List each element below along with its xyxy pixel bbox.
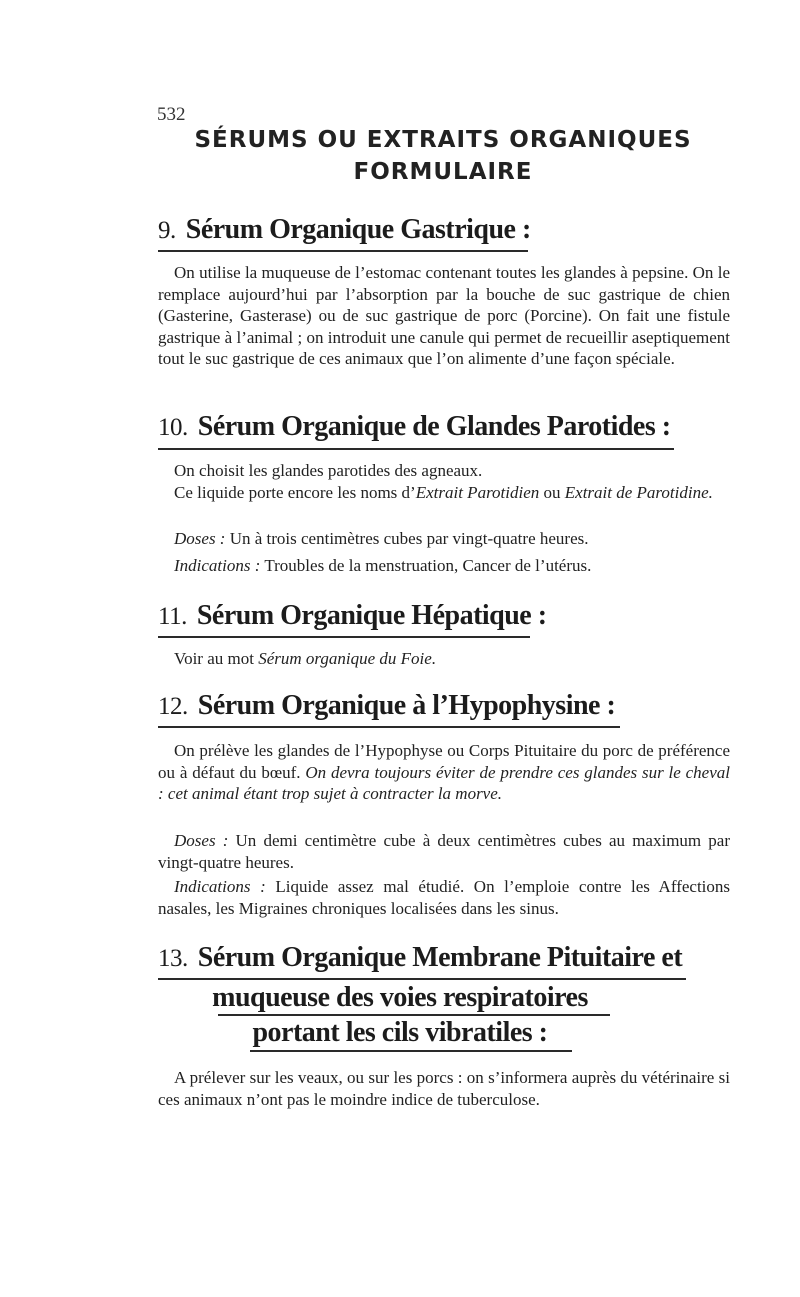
heading-underline	[218, 1014, 610, 1016]
text-run: ou	[539, 483, 565, 502]
doses-label: Doses :	[174, 529, 226, 548]
section-10-paragraph-2	[158, 482, 730, 504]
section-number: 12.	[158, 693, 188, 720]
doses-text: Un demi centimètre cube à deux centimètres cubes au maximum par vingt-quatre heures.	[158, 831, 730, 872]
indications-label: Indications :	[174, 877, 266, 896]
section-10-indications	[158, 555, 730, 577]
section-9-paragraph: On utilise la muqueuse de l’estomac contenant toutes les glandes à pepsine. On le remplace aujourd’hui par l’absorption par la bouche de suc gastrique de chien (Gasterine, Gasterase) ou de suc gastrique de porc (Porcine). On fait une fistule gastrique à l’animal ; on introduit une canule qui permet de recueillir aseptiquement tout le suc gastrique de ces animaux que l’on alimente d’une façon spéciale.	[158, 263, 730, 368]
running-head-line-2: FORMULAIRE	[353, 159, 533, 185]
heading-underline	[158, 726, 620, 728]
section-13-heading-line-3: portant les cils vibratiles :	[252, 1017, 548, 1048]
section-9-heading	[158, 214, 531, 246]
italic-run: Extrait de Parotidine.	[564, 483, 713, 502]
section-13-paragraph: A prélever sur les veaux, ou sur les porcs : on s’informera auprès du vétérinaire si ces animaux n’ont pas le moindre indice de tuberculose.	[158, 1068, 730, 1109]
doses-label: Doses :	[174, 831, 229, 850]
section-12-doses	[158, 830, 730, 873]
section-title: Sérum Organique Gastrique :	[185, 214, 531, 245]
indications-label: Indications :	[174, 556, 261, 575]
indications-text: Liquide assez mal étudié. On l’emploie contre les Affections nasales, les Migraines chroniques localisées dans les sinus.	[158, 877, 731, 918]
section-number: 9.	[158, 217, 176, 244]
section-10-paragraph-1: On choisit les glandes parotides des agneaux.	[174, 461, 483, 480]
section-12-heading	[158, 690, 615, 722]
text-run: Voir au mot	[174, 649, 259, 668]
section-title: Sérum Organique Hépatique :	[196, 600, 547, 631]
section-13-heading-line-1	[158, 942, 682, 974]
section-number: 13.	[158, 945, 188, 972]
heading-underline	[158, 636, 530, 638]
italic-run: Extrait Parotidien	[415, 483, 540, 502]
italic-run: Sérum organique du Foie.	[258, 649, 437, 668]
text-run: Ce liquide porte encore les noms d’	[174, 483, 416, 502]
heading-underline	[158, 448, 674, 450]
section-number: 10.	[158, 414, 188, 441]
text-run: On prélève les glandes de l’Hypophyse ou Corps Pituitaire du porc de préférence ou à défaut du bœuf.	[158, 741, 730, 782]
section-12-paragraph	[158, 740, 730, 805]
section-title: Sérum Organique Membrane Pituitaire et	[197, 942, 683, 973]
section-11-heading	[158, 600, 547, 632]
section-10-heading	[158, 411, 671, 443]
section-title: Sérum Organique de Glandes Parotides :	[197, 411, 671, 442]
running-head-line-1: SÉRUMS OU EXTRAITS ORGANIQUES	[194, 127, 692, 153]
heading-underline	[158, 250, 528, 252]
page-number: 532	[157, 104, 186, 125]
italic-run: On devra toujours éviter de prendre ces glandes sur le cheval : cet animal étant trop sujet à contracter la morve.	[158, 762, 730, 803]
section-number: 11.	[158, 603, 187, 630]
heading-underline	[158, 978, 686, 980]
section-10-doses	[158, 528, 730, 550]
heading-underline	[250, 1050, 572, 1052]
doses-text: Un à trois centimètres cubes par vingt-quatre heures.	[225, 529, 589, 548]
section-title: Sérum Organique à l’Hypophysine :	[197, 690, 616, 721]
indications-text: Troubles de la menstruation, Cancer de l’utérus.	[260, 556, 592, 575]
section-13-heading-line-2: muqueuse des voies respiratoires	[212, 982, 588, 1013]
section-12-indications	[158, 876, 730, 919]
section-11-paragraph	[158, 648, 730, 670]
